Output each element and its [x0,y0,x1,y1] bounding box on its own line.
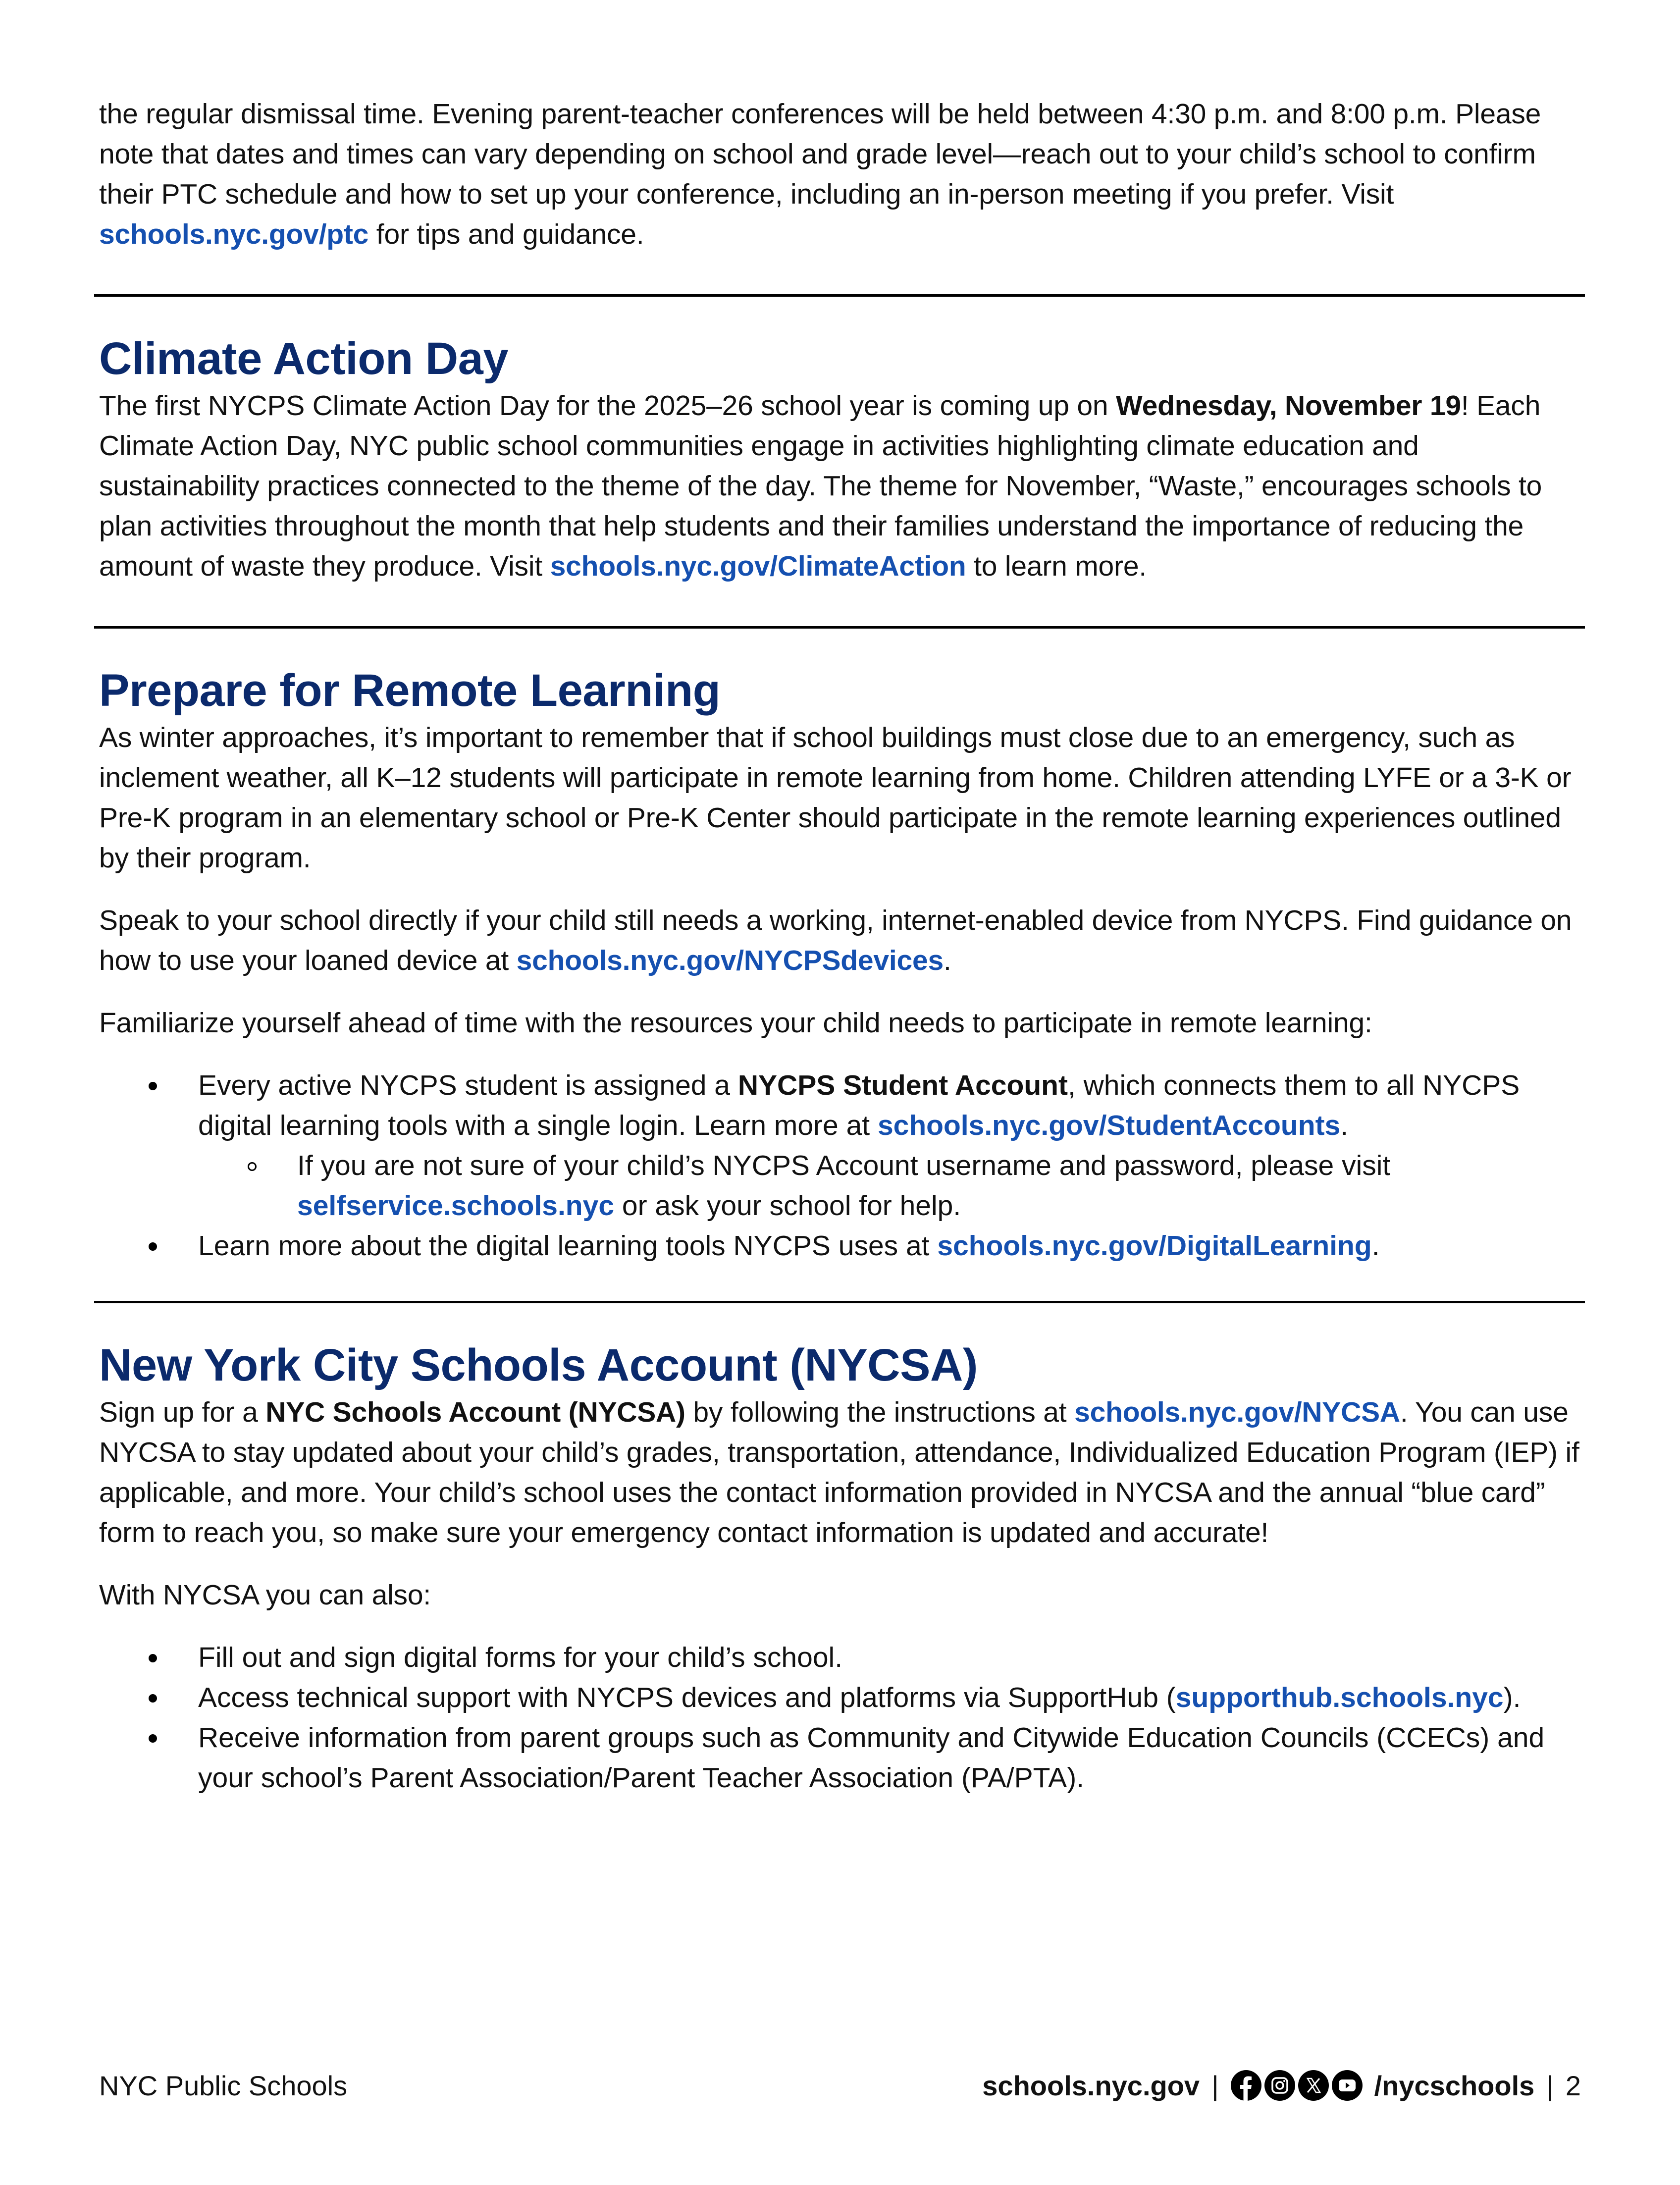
bullet-icon [149,1694,157,1703]
supporthub-link[interactable]: supporthub.schools.nyc [1175,1682,1504,1713]
nycsa-features-list [99,1638,1585,1798]
instagram-icon[interactable] [1264,2070,1295,2101]
remote-resources-list [99,1066,1585,1266]
nycsa-title: New York City Schools Account (NYCSA) [99,1340,978,1390]
nycsa-section [99,1338,1585,1798]
list-item-text: If you are not sure of your child’s NYCPS Account username and password, please visit [297,1150,1391,1181]
page-number: 2 [1565,2070,1581,2101]
list-item-bold: NYCPS Student Account [737,1069,1068,1101]
facebook-icon[interactable] [1231,2070,1261,2101]
hollow-bullet-icon [248,1162,257,1171]
climate-action-link[interactable]: schools.nyc.gov/ClimateAction [550,550,966,582]
youtube-icon[interactable] [1332,2070,1363,2101]
list-item-text: or ask your school for help. [614,1190,961,1222]
list-item-nested [99,1146,1585,1226]
climate-text-end: to learn more. [966,550,1147,582]
climate-action-section [99,331,1585,586]
list-item-text: Fill out and sign digital forms for your child’s school. [198,1642,843,1673]
page-content [99,94,1585,1798]
footer-separator: | [1211,2070,1219,2101]
devices-paragraph [99,901,1585,981]
list-item-text: . [1371,1230,1380,1262]
nycsa-text: Sign up for a [99,1396,266,1428]
digital-learning-link[interactable]: schools.nyc.gov/DigitalLearning [937,1230,1372,1262]
nycsa-bold: NYC Schools Account (NYCSA) [265,1396,685,1428]
list-item-text: ). [1503,1682,1521,1713]
selfservice-link[interactable]: selfservice.schools.nyc [297,1190,615,1222]
list-item-text: Receive information from parent groups such as Community and Citywide Education Councils (CCECs) and your school’s Parent Association/Parent Teacher Association (PA/PTA). [198,1722,1545,1794]
x-icon[interactable] [1298,2070,1329,2101]
nycsa-text-3: . You can use NYCSA to stay updated about your child’s grades, transportation, attendance, Individualized Education Program (IEP) if applicable, and more. Your child’s school uses the contact information provided in NYCSA and the annual “blue card” form to reach you, so make sure your emergency contact information is updated and accurate! [99,1396,1579,1548]
section-divider [94,626,1585,629]
climate-action-title: Climate Action Day [99,333,509,384]
devices-link[interactable]: schools.nyc.gov/NYCPSdevices [516,945,944,976]
list-item [99,1718,1585,1798]
section-divider [94,294,1585,297]
ptc-link[interactable]: schools.nyc.gov/ptc [99,218,369,250]
footer-site-link[interactable]: schools.nyc.gov [982,2070,1200,2101]
bullet-icon [149,1242,157,1251]
social-handle[interactable]: /nycschools [1374,2070,1535,2101]
section-divider [94,1301,1585,1303]
ptc-text-end: for tips and guidance. [368,218,644,250]
footer-org-name: NYC Public Schools [99,2070,348,2101]
devices-text-end: . [944,945,951,976]
bullet-icon [149,1082,157,1090]
page-footer [99,2066,1581,2105]
nycsa-also-intro: With NYCSA you can also: [99,1579,431,1611]
bullet-icon [149,1654,157,1662]
nycsa-paragraph [99,1392,1585,1553]
nycsa-text-2: by following the instructions at [685,1396,1075,1428]
bullet-icon [149,1734,157,1743]
climate-action-paragraph [99,386,1585,586]
list-item-text: . [1340,1110,1349,1141]
student-accounts-link[interactable]: schools.nyc.gov/StudentAccounts [877,1110,1341,1141]
climate-date: Wednesday, November 19 [1116,390,1461,422]
ptc-paragraph [99,94,1585,255]
list-item [99,1226,1585,1266]
list-item-text: , which connects them to all NYCPS digital learning tools with a single login. Learn more at [198,1069,1520,1141]
climate-text-2: ! Each Climate Action Day, NYC public school communities engage in activities highlighting climate education and sustainability practices connected to the theme of the day. The theme for November, “Waste,” encourages schools to plan activities throughout the month that help students and their families understand the importance of reducing the amount of waste they produce. Visit [99,390,1542,582]
resources-intro: Familiarize yourself ahead of time with the resources your child needs to participate in remote learning: [99,1007,1372,1039]
footer-links [982,2070,1581,2102]
nycsa-link[interactable]: schools.nyc.gov/NYCSA [1074,1396,1400,1428]
ptc-text: the regular dismissal time. Evening parent-teacher conferences will be held between 4:30 p.m. and 8:00 p.m. Please note that dates and times can vary depending on school and grade level—reach out to your child’s school to confirm their PTC schedule and how to set up your conference, including an in-person meeting if you prefer. Visit [99,98,1541,210]
remote-learning-paragraph: As winter approaches, it’s important to remember that if school buildings must close due to an emergency, such as inclement weather, all K–12 students will participate in remote learning from home. Children attending LYFE or a 3-K or Pre-K program in an elementary school or Pre-K Center should participate in the remote learning experiences outlined by their program. [99,722,1572,874]
social-icons [1231,2070,1363,2101]
devices-text: Speak to your school directly if your child still needs a working, internet-enabled device from NYCPS. Find guidance on how to use your loaned device at [99,905,1572,976]
list-item [99,1678,1585,1718]
list-item [99,1638,1585,1678]
footer-separator: | [1546,2070,1554,2101]
list-item-text: Every active NYCPS student is assigned a [198,1069,738,1101]
remote-learning-section [99,663,1585,1266]
remote-learning-title: Prepare for Remote Learning [99,665,721,716]
list-item-text: Learn more about the digital learning tools NYCPS uses at [198,1230,938,1262]
list-item [99,1066,1585,1146]
list-item-text: Access technical support with NYCPS devices and platforms via SupportHub ( [198,1682,1176,1713]
climate-text: The first NYCPS Climate Action Day for the 2025–26 school year is coming up on [99,390,1116,422]
